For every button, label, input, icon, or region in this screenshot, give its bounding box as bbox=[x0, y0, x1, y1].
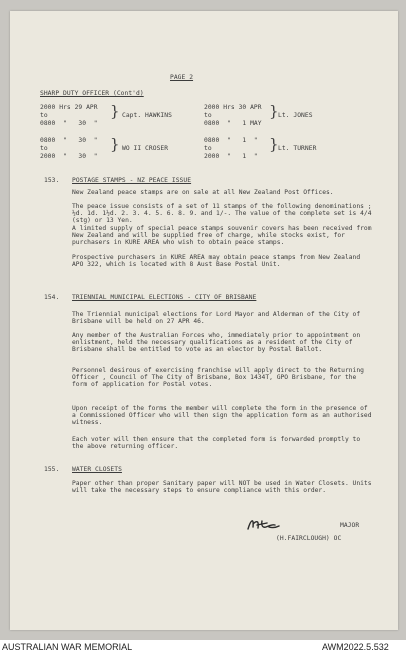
signature-name: (H.FAIRCLOUGH) OC bbox=[276, 535, 342, 542]
section-heading: POSTAGE STAMPS - NZ PEACE ISSUE bbox=[72, 177, 192, 184]
relief-time: 0800 " 1 MAY bbox=[204, 120, 262, 127]
brace-mark: } bbox=[110, 102, 120, 120]
duty-to-time: 0800 " 30 " bbox=[40, 120, 98, 127]
section-number: 153. bbox=[44, 177, 60, 184]
section-paragraph: Any member of the Australian Forces who, immediately prior to appointment on enlistment, held the necessary qualifications as a resident of the City of Brisbane shall be entitled to vote as an elector by Postal Ballot. bbox=[72, 332, 361, 354]
duty-to: to bbox=[40, 112, 48, 119]
relief-officer: Lt. TURNER bbox=[278, 145, 317, 152]
footer-accession-number: AWM2022.5.532 bbox=[322, 642, 389, 652]
footer-institution: AUSTRALIAN WAR MEMORIAL bbox=[2, 642, 133, 652]
duty-to-time: 2000 " 30 " bbox=[40, 153, 98, 160]
section-paragraph: New Zealand peace stamps are on sale at all New Zealand Post Offices. bbox=[72, 189, 334, 196]
signature-rank: MAJOR bbox=[340, 522, 360, 529]
section-paragraph: The Triennial municipal elections for Lord Mayor and Alderman of the City of Brisbane will be held on 27 APR 46. bbox=[72, 311, 361, 326]
handwritten-signature bbox=[245, 515, 281, 535]
page-number: PAGE 2 bbox=[170, 74, 194, 81]
brace-mark: } bbox=[269, 102, 279, 120]
section-paragraph: Prospective purchasers in KURE AREA may obtain peace stamps from New Zealand APO 322, which is located with 8 Aust Base Postal Unit. bbox=[72, 254, 361, 269]
duty-to: to bbox=[40, 145, 48, 152]
section-paragraph: The peace issue consists of a set of 11 stamps of the following denominations ; ½d. 1d. 1½d. 2. 3. 4. 5. 6. 8. 9. and 1/-. The value of the complete set is 4/4 (stg) or 13 Yen. bbox=[72, 203, 372, 225]
duty-from-time: 2000 Hrs 29 APR bbox=[40, 104, 98, 111]
duty-from-time: 0800 " 30 " bbox=[40, 137, 98, 144]
relief-time: 2000 " 1 " bbox=[204, 153, 258, 160]
duty-officer: WO II CROSER bbox=[122, 145, 169, 152]
relief-officer: Lt. JONES bbox=[278, 112, 313, 119]
section-paragraph: A limited supply of special peace stamps souvenir covers has been received from New Zealand and will be supplied free of charge, while stocks exist, for purchasers in KURE AREA who wish to obtain peace stamps. bbox=[72, 225, 372, 247]
section-heading: TRIENNIAL MUNICIPAL ELECTIONS - CITY OF BRISBANE bbox=[72, 294, 257, 301]
section-number: 155. bbox=[44, 466, 60, 473]
relief-from-time: 0800 " 1 " bbox=[204, 137, 258, 144]
brace-mark: } bbox=[269, 135, 279, 153]
section-paragraph: Each voter will then ensure that the completed form is forwarded promptly to the above returning officer. bbox=[72, 436, 361, 451]
brace-mark: } bbox=[110, 135, 120, 153]
duty-header: SHARP DUTY OFFICER (Cont'd) bbox=[40, 90, 144, 97]
section-paragraph: Personnel desirous of exercising franchise will apply direct to the Returning Officer , Council of The City of Brisbane, Box 1434T, GPO Brisbane, for the form of application for Postal votes. bbox=[72, 367, 364, 389]
duty-officer: Capt. HAWKINS bbox=[122, 112, 172, 119]
relief-to: to bbox=[204, 112, 212, 119]
section-paragraph: Paper other than proper Sanitary paper will NOT be used in Water Closets. Units will take the necessary steps to ensure compliance with this order. bbox=[72, 480, 372, 495]
section-number: 154. bbox=[44, 294, 60, 301]
section-paragraph: Upon receipt of the forms the member will complete the form in the presence of a Commissioned Officer who will then sign the application form as an authorised witness. bbox=[72, 405, 372, 427]
relief-to: to bbox=[204, 145, 212, 152]
section-heading: WATER CLOSETS bbox=[72, 466, 122, 473]
relief-from-time: 2000 Hrs 30 APR bbox=[204, 104, 262, 111]
